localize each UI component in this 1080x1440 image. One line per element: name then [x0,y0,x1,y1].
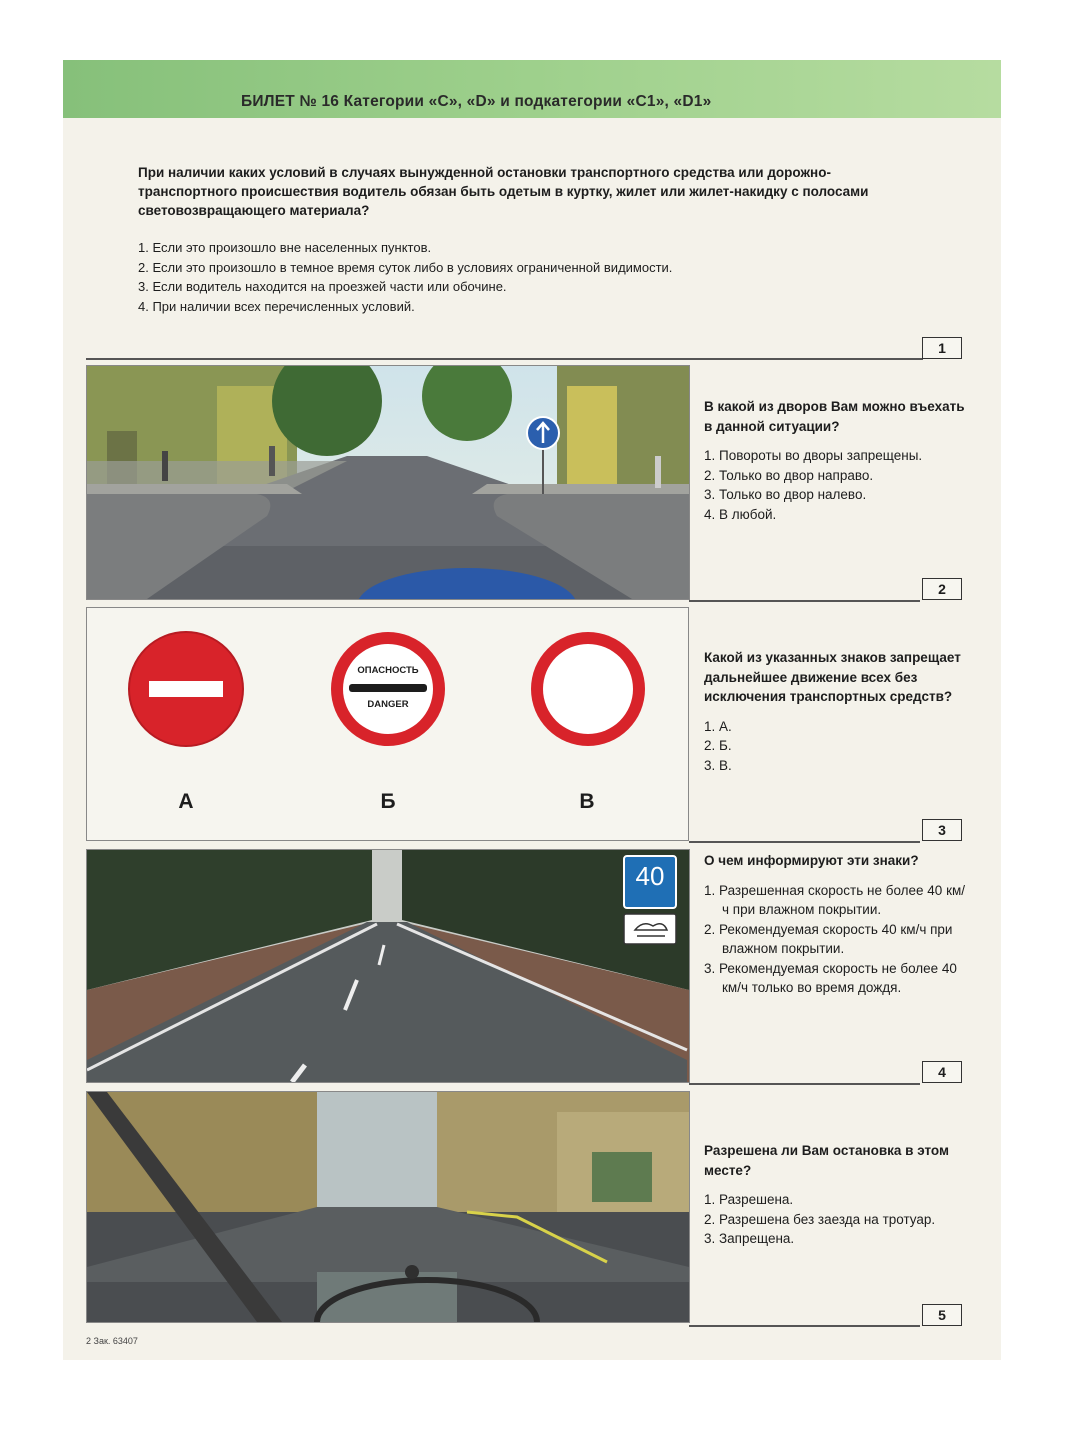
question-1-answer-4[interactable]: 4. При наличии всех перечисленных условий. [138,298,415,314]
divider-5 [689,1325,920,1327]
question-5-block [704,1141,969,1249]
divider-3 [689,841,920,843]
question-5-answer-2[interactable]: 2. Разрешена без заезда на тротуар. [704,1211,936,1227]
divider-4 [689,1083,920,1085]
question-1-text: При наличии каких условий в случаях вынужденной остановки транспортного средства или дорожно-транспортного происшествия водитель обязан быть одетым в куртку, жилет или жилет-накидку с полосами световозвращающего материала? [138,165,869,218]
wet-road-illustration [87,850,689,1082]
question-3-block [704,648,969,775]
sign-c-label: В [579,790,595,813]
question-5-answer-1[interactable]: 1. Разрешена. [704,1192,794,1207]
speed-sign-value: 40 [635,861,665,891]
sign-b-text-bottom: DANGER [367,699,409,710]
question-1-answers [138,238,918,316]
question-4-number: 4 [922,1061,962,1083]
sign-c-no-vehicles-icon [531,632,645,746]
question-2-image [86,365,690,600]
sign-b-danger-icon [331,632,445,746]
ticket-title: БИЛЕТ № 16 Категории «С», «D» и подкатегории «С1», «D1» [241,93,712,110]
ticket-page [63,60,1001,1360]
question-4-answer-2[interactable]: 2. Рекомендуемая скорость 40 км/ч при влажном покрытии. [704,921,953,956]
question-2-answer-2[interactable]: 2. Только во двор направо. [704,467,874,483]
question-5-answer-3[interactable]: 3. Запрещена. [704,1231,795,1246]
question-4-answer-3[interactable]: 3. Рекомендуемая скорость не более 40 км/ч только во время дождя. [704,960,957,995]
question-2-answer-1[interactable]: 1. Повороты во дворы запрещены. [704,448,923,463]
question-3-text: Какой из указанных знаков запрещает дальнейшее движение всех без исключения транспортных средств? [704,650,961,704]
question-3-answer-2[interactable]: 2. Б. [704,738,732,753]
question-1-number: 1 [922,337,962,359]
question-2-block [704,397,969,524]
question-3-answer-1[interactable]: 1. А. [704,718,732,734]
question-1-answer-3[interactable]: 3. Если водитель находится на проезжей части или обочине. [138,279,507,294]
city-street-stop-illustration [87,1092,689,1322]
footer-note: 2 Зак. 63407 [86,1336,138,1346]
sign-b-text-top: ОПАСНОСТЬ [357,665,419,676]
question-2-text: В какой из дворов Вам можно въехать в данной ситуации? [704,399,965,434]
question-4-image [86,849,690,1083]
question-4-text: О чем информируют эти знаки? [704,853,919,868]
question-2-answer-4[interactable]: 4. В любой. [704,506,777,522]
question-1-answer-1[interactable]: 1. Если это произошло вне населенных пунктов. [138,240,432,255]
street-courtyards-illustration [87,366,689,599]
question-4-answer-1[interactable]: 1. Разрешенная скорость не более 40 км/ч при влажном покрытии. [704,882,966,917]
wet-road-plate-icon [624,914,676,944]
sign-a-label: А [178,790,194,813]
question-5-image [86,1091,690,1323]
sign-a-no-entry-icon [129,632,243,746]
question-3-answer-3[interactable]: 3. В. [704,757,732,773]
question-4-block [704,851,969,998]
sign-b-label: Б [380,790,396,813]
question-3-signs [86,607,689,841]
divider-1 [86,358,923,360]
question-2-number: 2 [922,578,962,600]
question-5-text: Разрешена ли Вам остановка в этом месте? [704,1143,949,1178]
question-3-number: 3 [922,819,962,841]
question-1-answer-2[interactable]: 2. Если это произошло в темное время суток либо в условиях ограниченной видимости. [138,259,673,275]
question-5-number: 5 [922,1304,962,1326]
divider-2 [689,600,920,602]
question-2-answer-3[interactable]: 3. Только во двор налево. [704,487,867,502]
